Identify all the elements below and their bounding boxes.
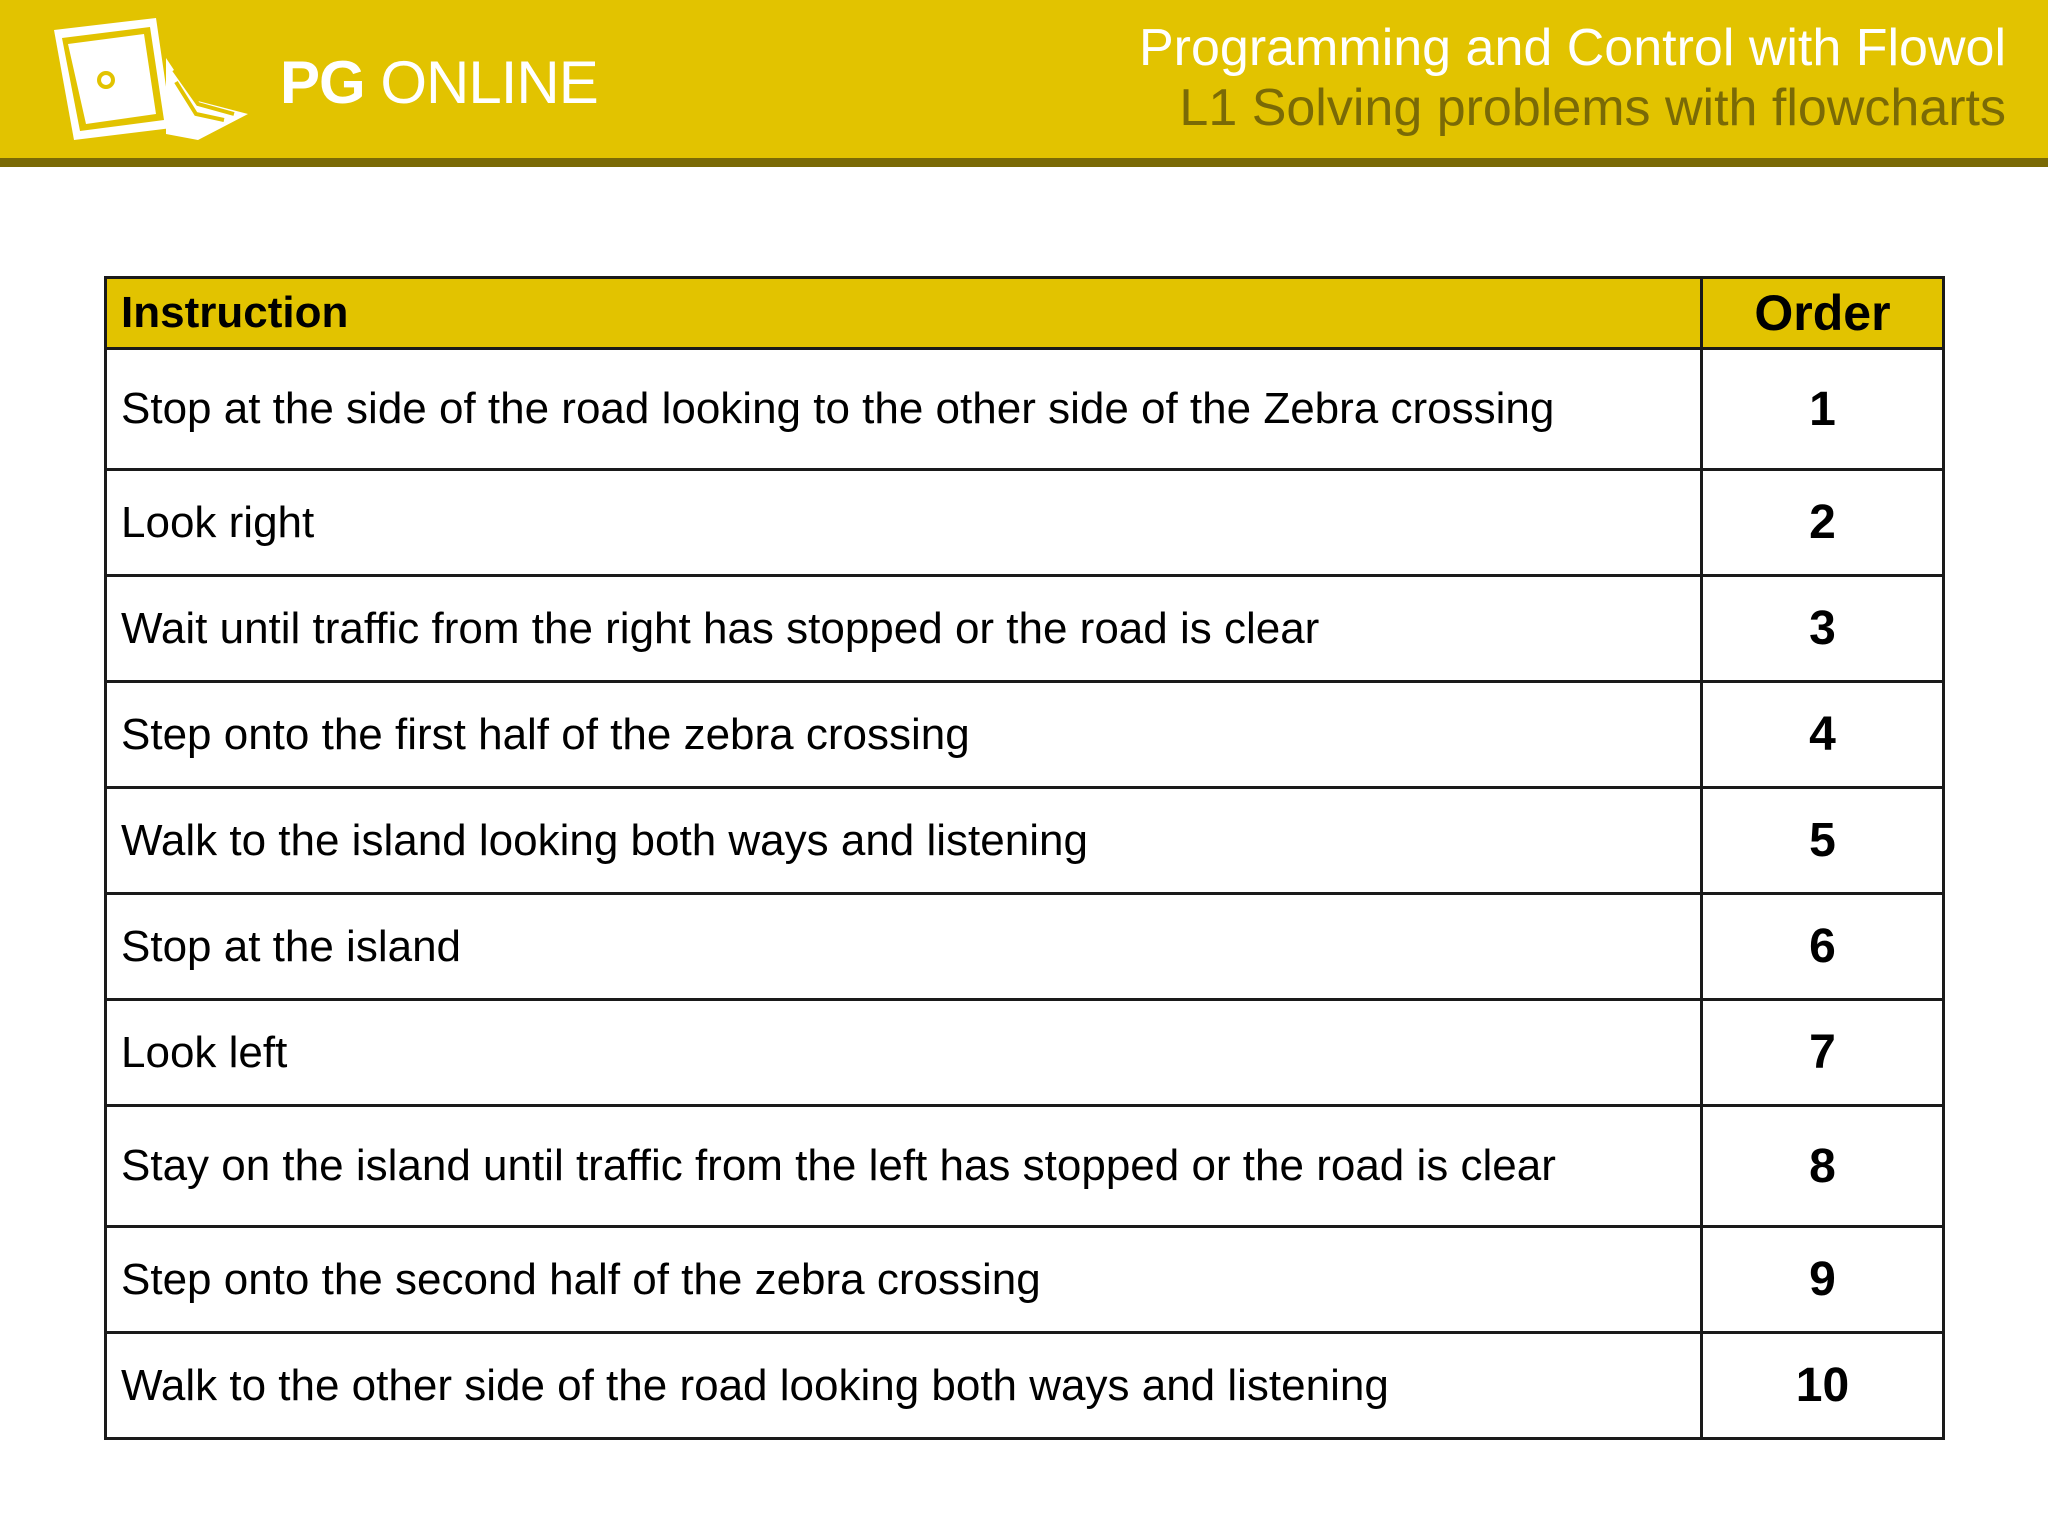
table-row: [106, 1227, 1944, 1333]
table-header-row: [106, 278, 1944, 349]
table-row: [106, 788, 1944, 894]
brand-light: ONLINE: [364, 49, 598, 116]
brand-bold: PG: [280, 49, 365, 116]
brand-name: [280, 48, 598, 118]
slide-subtitle: L1 Solving problems with flowcharts: [1179, 79, 2006, 137]
header-banner: [0, 0, 2048, 158]
instruction-cell: Stop at the island: [106, 894, 1702, 1000]
order-cell: 4: [1702, 682, 1944, 788]
instruction-cell: Wait until traffic from the right has stopped or the road is clear: [106, 576, 1702, 682]
order-cell: 5: [1702, 788, 1944, 894]
table-row: [106, 576, 1944, 682]
table-row: [106, 682, 1944, 788]
slide-title: Programming and Control with Flowol: [1138, 19, 2006, 77]
instruction-cell: Stay on the island until traffic from the left has stopped or the road is clear: [106, 1106, 1702, 1227]
instruction-cell: Stop at the side of the road looking to the other side of the Zebra crossing: [106, 349, 1702, 470]
table-row: [106, 349, 1944, 470]
laptop-book-icon: [48, 18, 258, 148]
instruction-cell: Step onto the first half of the zebra crossing: [106, 682, 1702, 788]
column-header-order: Order: [1702, 278, 1944, 349]
instruction-cell: Look right: [106, 470, 1702, 576]
order-cell: 3: [1702, 576, 1944, 682]
instruction-cell: Walk to the other side of the road looking both ways and listening: [106, 1333, 1702, 1439]
table-row: [106, 1000, 1944, 1106]
order-cell: 10: [1702, 1333, 1944, 1439]
order-cell: 6: [1702, 894, 1944, 1000]
order-cell: 2: [1702, 470, 1944, 576]
column-header-instruction: Instruction: [106, 278, 1702, 349]
table-row: [106, 1333, 1944, 1439]
instruction-cell: Look left: [106, 1000, 1702, 1106]
table-row: [106, 894, 1944, 1000]
order-cell: 9: [1702, 1227, 1944, 1333]
table-row: [106, 1106, 1944, 1227]
instruction-table: [104, 276, 1945, 1440]
instruction-cell: Step onto the second half of the zebra crossing: [106, 1227, 1702, 1333]
order-cell: 7: [1702, 1000, 1944, 1106]
order-cell: 1: [1702, 349, 1944, 470]
instruction-cell: Walk to the island looking both ways and listening: [106, 788, 1702, 894]
slide-titles: [1139, 18, 2006, 138]
header-rule: [0, 158, 2048, 167]
order-cell: 8: [1702, 1106, 1944, 1227]
table-row: [106, 470, 1944, 576]
